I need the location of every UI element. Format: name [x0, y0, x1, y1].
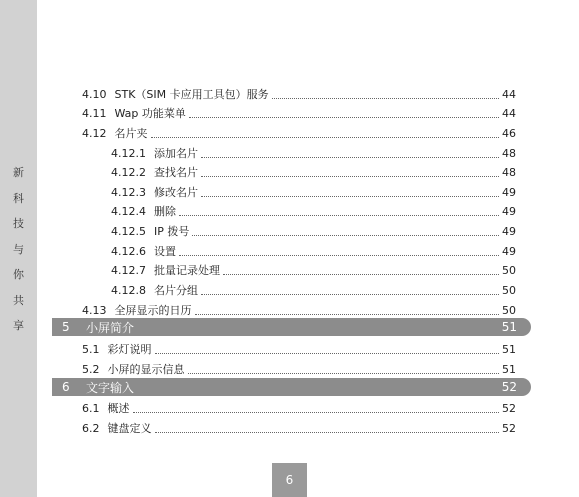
entry-number: 4.12.6 — [111, 244, 146, 258]
entry-page: 52 — [502, 421, 516, 435]
dot-leader — [151, 136, 500, 138]
entry-number: 4.12.1 — [111, 146, 146, 160]
entry-number: 5.2 — [82, 362, 100, 376]
slogan-char: 共 — [13, 293, 24, 307]
entry-page: 48 — [502, 146, 516, 160]
page-number — [272, 463, 307, 497]
toc-entry[interactable] — [111, 221, 516, 241]
entry-title: 添加名片 — [154, 147, 198, 160]
dot-leader — [201, 293, 499, 295]
entry-number: 4.12.7 — [111, 263, 146, 277]
toc-entry[interactable] — [82, 398, 516, 418]
entry-title: 小屏的显示信息 — [107, 363, 185, 376]
slogan-char: 享 — [13, 319, 24, 332]
toc-entry[interactable] — [82, 300, 516, 320]
entry-number: 4.12.4 — [111, 204, 146, 218]
dot-leader — [201, 156, 499, 158]
chapter-6-heading[interactable] — [52, 378, 531, 396]
slogan-char: 与 — [13, 242, 24, 256]
entry-page: 44 — [502, 87, 516, 101]
dot-leader — [179, 254, 499, 256]
slogan-char: 你 — [13, 268, 24, 281]
entry-page: 50 — [502, 283, 516, 297]
entry-title: 设置 — [154, 245, 176, 258]
dot-leader — [189, 116, 499, 118]
dot-leader — [179, 214, 499, 216]
entry-page: 49 — [502, 204, 516, 218]
chapter-page: 52 — [501, 380, 517, 394]
vertical-slogan — [0, 160, 37, 339]
slogan-char: 科 — [13, 191, 24, 205]
entry-page: 50 — [502, 263, 516, 277]
dot-leader — [192, 234, 499, 236]
dot-leader — [201, 175, 499, 177]
dot-leader — [272, 97, 499, 99]
entry-title: 全屏显示的日历 — [114, 304, 192, 317]
toc-entry[interactable] — [111, 260, 516, 280]
chapter-number: 6 — [62, 380, 70, 394]
entry-page: 48 — [502, 165, 516, 179]
entry-number: 4.12.8 — [111, 283, 146, 297]
entry-number: 5.1 — [82, 342, 100, 356]
entry-number: 4.13 — [82, 303, 107, 317]
entry-number: 4.12 — [82, 126, 107, 140]
entry-title: Wap 功能菜单 — [114, 107, 186, 120]
entry-number: 4.12.3 — [111, 185, 146, 199]
entry-title: 修改名片 — [154, 186, 198, 199]
entry-page: 49 — [502, 244, 516, 258]
slogan-char: 技 — [13, 217, 24, 230]
toc-entry[interactable] — [82, 359, 516, 379]
entry-page: 49 — [502, 185, 516, 199]
entry-title: 彩灯说明 — [107, 343, 152, 356]
toc-entry[interactable] — [111, 162, 516, 182]
entry-page: 44 — [502, 106, 516, 120]
toc-entry[interactable] — [82, 339, 516, 359]
entry-number: 4.12.2 — [111, 165, 146, 179]
dot-leader — [155, 431, 500, 433]
entry-title: IP 拨号 — [154, 225, 190, 238]
entry-title: 名片分组 — [154, 284, 198, 297]
dot-leader — [133, 411, 500, 413]
chapter-5-heading[interactable] — [52, 318, 531, 336]
dot-leader — [223, 273, 499, 275]
side-band — [0, 0, 37, 497]
toc-entry[interactable] — [111, 201, 516, 221]
dot-leader — [201, 195, 499, 197]
chapter-title: 小屏简介 — [86, 320, 135, 335]
dot-leader — [195, 313, 500, 315]
toc-entry[interactable] — [82, 84, 516, 104]
entry-title: STK（SIM 卡应用工具包）服务 — [114, 88, 269, 101]
entry-title: 名片夹 — [114, 127, 148, 140]
entry-page: 49 — [502, 224, 516, 238]
chapter-number: 5 — [62, 320, 70, 334]
entry-number: 6.1 — [82, 401, 100, 415]
entry-number: 4.12.5 — [111, 224, 146, 238]
entry-number: 4.10 — [82, 87, 107, 101]
toc-entry[interactable] — [82, 418, 516, 438]
entry-page: 46 — [502, 126, 516, 140]
dot-leader — [155, 352, 500, 354]
dot-leader — [188, 372, 500, 374]
entry-number: 4.11 — [82, 106, 107, 120]
toc-entry[interactable] — [111, 241, 516, 261]
chapter-page: 51 — [501, 320, 517, 334]
chapter-title: 文字输入 — [86, 380, 135, 395]
entry-number: 6.2 — [82, 421, 100, 435]
entry-page: 51 — [502, 362, 516, 376]
toc-entry[interactable] — [82, 123, 516, 143]
toc-entry[interactable] — [82, 103, 516, 123]
entry-title: 键盘定义 — [107, 422, 152, 435]
toc-entry[interactable] — [111, 182, 516, 202]
entry-title: 概述 — [107, 402, 130, 415]
entry-title: 查找名片 — [154, 166, 198, 179]
entry-page: 51 — [502, 342, 516, 356]
entry-title: 批量记录处理 — [154, 264, 220, 277]
entry-title: 删除 — [154, 205, 176, 218]
slogan-char: 新 — [13, 166, 24, 179]
entry-page: 50 — [502, 303, 516, 317]
toc-entry[interactable] — [111, 143, 516, 163]
page-number-text: 6 — [285, 473, 294, 487]
entry-page: 52 — [502, 401, 516, 415]
toc-entry[interactable] — [111, 280, 516, 300]
